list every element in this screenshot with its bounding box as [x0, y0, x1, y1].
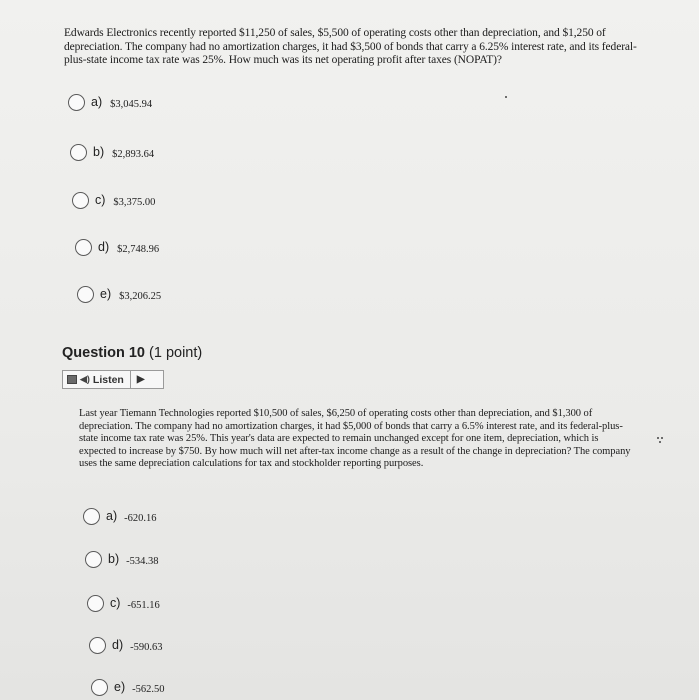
q9-option-c[interactable]: [72, 189, 155, 211]
divider: [130, 370, 131, 389]
radio-button[interactable]: [83, 508, 100, 525]
option-letter: c): [95, 193, 106, 207]
question-points: (1 point): [149, 345, 203, 361]
option-value: -590.63: [130, 641, 163, 653]
screen-speck: [657, 437, 659, 439]
option-value: $3,045.94: [110, 98, 153, 110]
q9-option-d[interactable]: [75, 236, 159, 258]
radio-button[interactable]: [77, 286, 94, 303]
question-9-text: Edwards Electronics recently reported $11,250 of sales, $5,500 of operating costs other than depreciation, and $1,250 of depreciation. The company had no amortization charges, it had $3,500 of bonds that carry a 6.25% interest rate, and its federal-plus-state income tax rate was 25%. How much was its net operating profit after taxes (NOPAT)?: [64, 27, 637, 66]
option-value: $2,893.64: [112, 148, 155, 160]
option-letter: a): [91, 95, 103, 109]
document-icon[interactable]: [67, 375, 77, 384]
question-number: Question 10: [62, 345, 145, 361]
play-icon[interactable]: ▶: [136, 374, 145, 385]
option-value: -562.50: [132, 683, 165, 695]
option-letter: d): [112, 638, 124, 652]
radio-button[interactable]: [91, 679, 108, 696]
option-value: $3,375.00: [113, 196, 156, 208]
q10-option-c[interactable]: [87, 592, 160, 614]
option-value: $2,748.96: [117, 243, 160, 255]
listen-bar[interactable]: [62, 370, 164, 389]
question-10-title: [62, 345, 202, 361]
option-letter: e): [100, 287, 112, 301]
radio-button[interactable]: [68, 94, 85, 111]
screen-speck: [659, 441, 661, 443]
option-value: -651.16: [127, 599, 160, 611]
radio-button[interactable]: [75, 239, 92, 256]
q10-option-d[interactable]: [89, 634, 163, 656]
question-10-text: Last year Tiemann Technologies reported $10,500 of sales, $6,250 of operating costs other than depreciation, and $1,300 of depreciation. The company had no amortization charges, it had $5,000 of bonds that carry a 6.5% interest rate, and its federal-plus-state income tax rate was 25%. This year's data are expected to remain unchanged except for one item, depreciation, which is expected to increase by $750. By how much will net after-tax income change as a result of the change in depreciation? The company uses the same depreciation calculations for tax and stockholder reporting purposes.: [79, 408, 631, 469]
option-letter: e): [114, 680, 126, 694]
option-value: $3,206.25: [119, 290, 162, 302]
option-value: -534.38: [126, 555, 159, 567]
option-letter: a): [106, 509, 118, 523]
option-letter: b): [93, 145, 105, 159]
speaker-icon[interactable]: ◀): [80, 374, 90, 384]
screen-speck: [661, 437, 663, 439]
q10-option-b[interactable]: [85, 548, 159, 570]
radio-button[interactable]: [72, 192, 89, 209]
radio-button[interactable]: [70, 144, 87, 161]
q9-option-b[interactable]: [70, 141, 154, 163]
q10-option-a[interactable]: [83, 505, 157, 527]
option-letter: c): [110, 596, 121, 610]
radio-button[interactable]: [89, 637, 106, 654]
option-value: -620.16: [124, 512, 157, 524]
radio-button[interactable]: [85, 551, 102, 568]
radio-button[interactable]: [87, 595, 104, 612]
option-letter: b): [108, 552, 120, 566]
q9-option-e[interactable]: [77, 283, 161, 305]
option-letter: d): [98, 240, 110, 254]
screen-speck: [505, 96, 507, 98]
listen-button[interactable]: Listen: [92, 373, 124, 386]
q10-option-e[interactable]: [91, 676, 165, 698]
q9-option-a[interactable]: [68, 91, 152, 113]
